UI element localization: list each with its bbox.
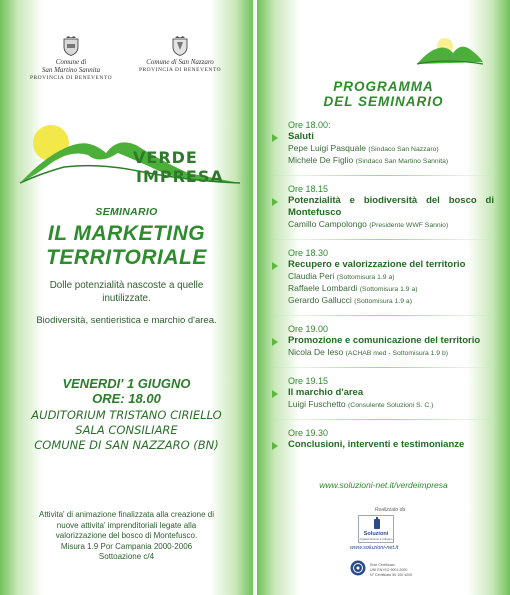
crest-san-martino bbox=[26, 36, 116, 81]
speaker-name: Raffaele Lombardi bbox=[288, 283, 358, 293]
funding-note-line: valorizzazione del bosco di Montefusco. bbox=[55, 531, 198, 540]
bullet-arrow-icon bbox=[272, 442, 278, 450]
divider bbox=[272, 367, 494, 368]
title-line-2: TERRITORIALE bbox=[46, 246, 207, 269]
event-datetime bbox=[0, 376, 253, 406]
program-title bbox=[257, 79, 510, 109]
schedule-topic: Potenzialità e biodiversità del bosco di Montefusco bbox=[288, 195, 494, 218]
speaker bbox=[288, 399, 494, 411]
schedule-topic: Il marchio d'area bbox=[288, 387, 364, 398]
schedule-topic: Promozione e comunicazione del territorio bbox=[288, 335, 481, 346]
subtitle bbox=[16, 279, 237, 305]
funding-note-line: Misura 1.9 Por Campania 2000-2006 bbox=[60, 541, 193, 551]
speaker-role: (ACHAB med - Sottomisura 1.9 b) bbox=[345, 350, 449, 357]
venue-line-3: COMUNE DI SAN NAZZARO (BN) bbox=[34, 438, 219, 452]
website-link[interactable]: www.soluzioni-net.it/verdeimpresa bbox=[319, 480, 448, 490]
hills-icon bbox=[415, 36, 485, 68]
subtitle-line-1: Dolle potenzialità nascoste a quelle bbox=[49, 280, 204, 291]
funding-note-line: Sottoazione c/4 bbox=[98, 552, 155, 561]
funding-note bbox=[12, 510, 241, 563]
schedule-item bbox=[272, 120, 494, 167]
seminario-label: SEMINARIO bbox=[95, 206, 158, 218]
schedule-item bbox=[272, 376, 494, 411]
speaker-name: Camillo Campolongo bbox=[288, 219, 367, 229]
funding-note-line: Attivita' di animazione finalizzata alla creazione di bbox=[39, 510, 214, 519]
speaker-name: Gerardo Gallucci bbox=[288, 295, 352, 305]
soluzioni-mark-icon bbox=[359, 517, 395, 531]
cert-line: Ente Certificato bbox=[370, 563, 395, 567]
speaker-role: (Presidente WWF Sannio) bbox=[369, 222, 449, 229]
schedule-time: Ore 19.00 bbox=[288, 324, 329, 334]
page-title bbox=[0, 222, 253, 270]
verde-impresa-logo bbox=[18, 115, 243, 195]
speaker bbox=[288, 271, 494, 283]
speaker bbox=[288, 219, 494, 231]
event-date: VENERDI' 1 GIUGNO bbox=[62, 376, 191, 391]
speaker-role: (Sottomisura 1.9 a) bbox=[354, 298, 412, 305]
bullet-arrow-icon bbox=[272, 338, 278, 346]
cert-line: UNI EN ISO 9001:2000 bbox=[370, 568, 408, 572]
speaker-role: (Sindaco San Nazzaro) bbox=[368, 146, 439, 153]
speaker-role: (Sottomisura 1.9 a) bbox=[336, 274, 395, 281]
soluzioni-url[interactable]: www.soluzioni-net.it bbox=[350, 545, 399, 551]
logo-word-verde: VERDE bbox=[133, 148, 198, 167]
bullet-arrow-icon bbox=[272, 390, 278, 398]
crest-comune-label: Comune di bbox=[55, 58, 87, 66]
subtitle-line-2: inutilizzate. bbox=[102, 293, 151, 304]
soluzioni-tagline: Organizzazione e sviluppo bbox=[359, 537, 393, 541]
schedule-item bbox=[272, 248, 494, 307]
program-title-line-1: PROGRAMMA bbox=[333, 79, 434, 94]
title-line-1: IL MARKETING bbox=[47, 222, 206, 245]
schedule-time: Ore 18.00: bbox=[288, 120, 331, 130]
program-schedule bbox=[272, 120, 494, 459]
crest-comune-name: San Martino Sannita bbox=[41, 66, 101, 74]
crest-comune-name: Comune di San Nazzaro bbox=[146, 58, 214, 66]
crest-san-nazzaro bbox=[130, 36, 230, 73]
certification-text bbox=[370, 563, 412, 578]
schedule-topic: Conclusioni, interventi e testimonianze bbox=[288, 439, 465, 450]
schedule-item bbox=[272, 184, 494, 231]
speaker-name: Pepe Luigi Pasquale bbox=[288, 143, 366, 153]
schedule-time: Ore 19.30 bbox=[288, 428, 329, 438]
topics-line: Biodiversità, sentieristica e marchio d'area. bbox=[36, 315, 217, 326]
divider bbox=[272, 175, 494, 176]
divider bbox=[272, 239, 494, 240]
speaker bbox=[288, 155, 494, 167]
speaker-role: (Consulente Soluzioni S. C.) bbox=[348, 402, 434, 409]
bullet-arrow-icon bbox=[272, 134, 278, 142]
funding-note-line: nuove attivita' imprenditoriali legate alla bbox=[56, 520, 197, 530]
municipality-crests bbox=[20, 36, 235, 86]
speaker-role: (Sindaco San Martino Sannita) bbox=[355, 158, 449, 165]
schedule-item bbox=[272, 324, 494, 359]
speaker-name: Claudia Peri bbox=[288, 271, 335, 281]
speaker bbox=[288, 283, 494, 295]
certification-seal-icon bbox=[350, 560, 366, 576]
speaker bbox=[288, 143, 494, 155]
realizzato-label: Realizzato da bbox=[374, 507, 406, 513]
coat-of-arms-icon bbox=[172, 36, 188, 56]
bullet-arrow-icon bbox=[272, 262, 278, 270]
speaker-name: Nicola De Ieso bbox=[288, 347, 344, 357]
divider bbox=[272, 315, 494, 316]
program-title-line-2: DEL SEMINARIO bbox=[323, 94, 444, 109]
venue-line-2: SALA CONSILIARE bbox=[75, 423, 178, 437]
schedule-item bbox=[272, 428, 494, 451]
speaker bbox=[288, 295, 494, 307]
event-time: ORE: 18.00 bbox=[92, 391, 161, 406]
venue-line-1: AUDITORIUM TRISTANO CIRIELLO bbox=[31, 408, 222, 422]
schedule-topic: Saluti bbox=[288, 131, 314, 142]
logo-word-impresa: IMPRESA bbox=[136, 167, 224, 186]
divider bbox=[272, 419, 494, 420]
speaker-name: Michele De Figlio bbox=[288, 155, 354, 165]
schedule-time: Ore 18.30 bbox=[288, 248, 329, 258]
speaker-role: (Sottomisura 1.9 a) bbox=[359, 286, 418, 293]
cert-line: N° Certificato 50 100 4200 bbox=[370, 573, 413, 577]
crest-provincia: PROVINCIA DI BENEVENTO bbox=[138, 67, 222, 73]
bullet-arrow-icon bbox=[272, 198, 278, 206]
crest-provincia: PROVINCIA DI BENEVENTO bbox=[29, 75, 113, 81]
schedule-time: Ore 19.15 bbox=[288, 376, 329, 386]
event-venue bbox=[0, 408, 253, 453]
speaker bbox=[288, 347, 494, 359]
soluzioni-logo bbox=[358, 515, 394, 543]
schedule-time: Ore 18.15 bbox=[288, 184, 329, 194]
schedule-topic: Recupero e valorizzazione del territorio bbox=[288, 259, 466, 270]
soluzioni-name: Soluzioni bbox=[363, 531, 389, 537]
coat-of-arms-icon bbox=[63, 36, 79, 56]
speaker-name: Luigi Fuschetto bbox=[288, 399, 346, 409]
